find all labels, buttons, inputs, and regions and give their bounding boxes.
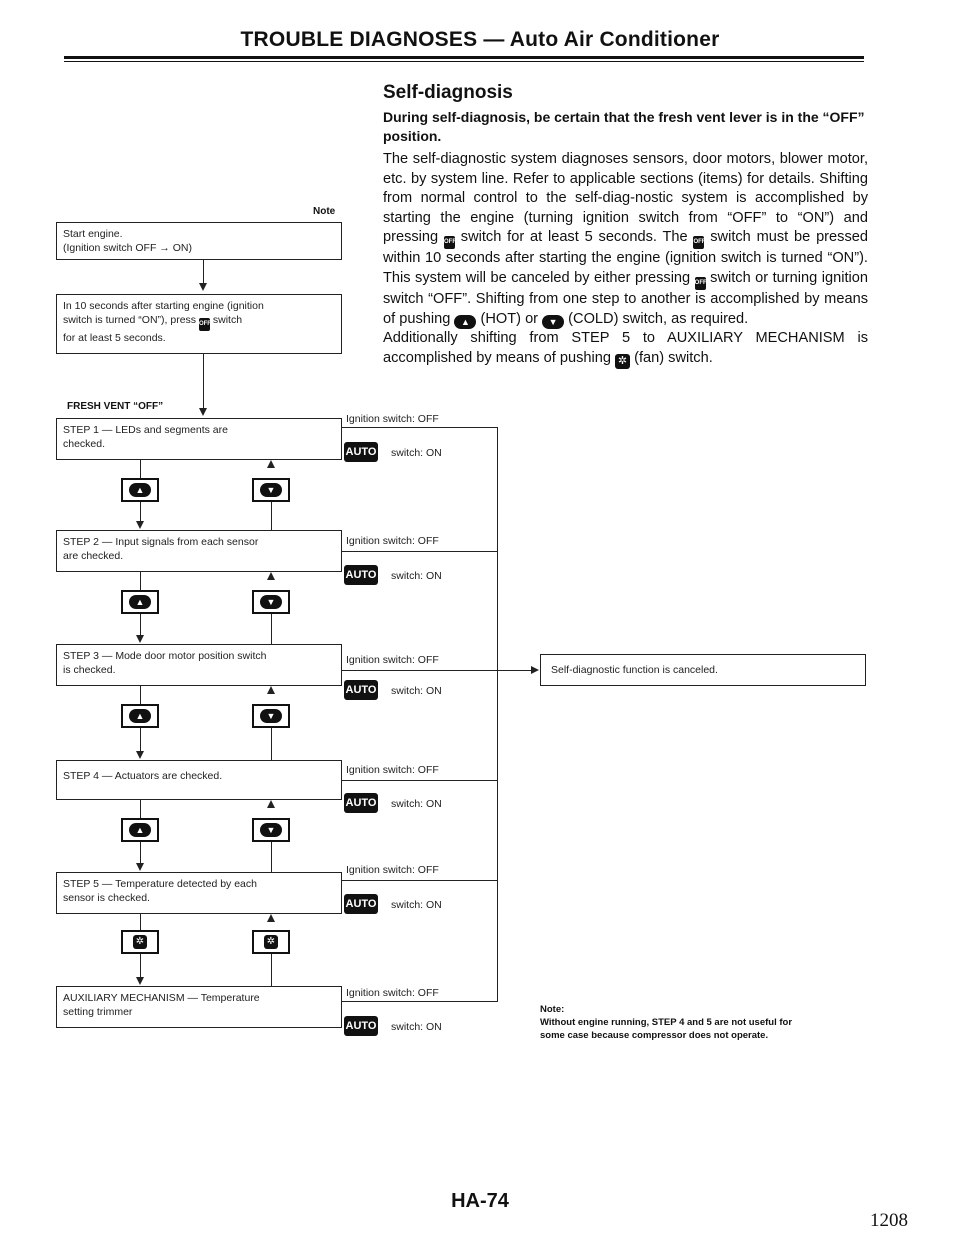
connector: [342, 670, 532, 671]
switch-on-label: switch: ON: [391, 1021, 442, 1033]
auto-switch-icon: AUTO: [344, 1016, 378, 1036]
within-line-2a: switch is turned “ON”), press: [63, 314, 197, 326]
within-line-3: for at least 5 seconds.: [63, 332, 166, 344]
step-4-line-1: STEP 4 — Actuators are checked.: [63, 770, 223, 782]
off-switch-icon: OFF: [199, 318, 210, 331]
arrow-down-icon: [199, 283, 207, 291]
ignition-off-label: Ignition switch: OFF: [346, 535, 439, 547]
up-icon: ▲: [129, 483, 151, 497]
page-header-title: TROUBLE DIAGNOSES — Auto Air Conditioner: [240, 28, 720, 51]
off-switch-icon: OFF: [693, 236, 704, 249]
para-text-1: The self-diagnostic system diagnoses sensors, door motors, blower motor, etc. by system line. Refer to applicable sections (items) for details. Shifting from normal control to the self-diag-nostic system is accomplished by starting the engine (turning ignition switch from “OFF” to “ON”) and pressing: [383, 151, 868, 246]
arrow-up-icon: [267, 914, 275, 922]
connector: [271, 502, 272, 530]
connector: [203, 260, 204, 284]
arrow-right-icon: [531, 666, 539, 674]
fan-icon: ✲: [615, 354, 630, 369]
arrow-down-icon: [136, 977, 144, 985]
connector: [140, 800, 141, 818]
step-4-box: [56, 760, 342, 800]
step-3-box: [56, 644, 342, 686]
up-icon: ▲: [129, 595, 151, 609]
cold-down-button-icon: [252, 590, 290, 614]
fan-button-icon: [121, 930, 159, 954]
start-line-1: Start engine.: [63, 228, 123, 240]
step-1-line-1: STEP 1 — LEDs and segments are: [63, 424, 228, 436]
ignition-off-label: Ignition switch: OFF: [346, 413, 439, 425]
connector: [271, 614, 272, 644]
connector: [342, 780, 497, 781]
connector: [140, 954, 141, 978]
connector: [271, 728, 272, 760]
para-text-7: Additionally shifting from STEP 5 to AUXILIARY MECHANISM is accomplished by means of pushing: [383, 330, 868, 366]
connector: [342, 427, 497, 428]
start-line-2: (Ignition switch OFF → ON): [63, 242, 192, 254]
hot-up-button-icon: [121, 478, 159, 502]
para-text-8: (fan) switch.: [634, 349, 713, 366]
arrow-up-icon: [267, 686, 275, 694]
connector: [342, 880, 497, 881]
fan-button-icon: [252, 930, 290, 954]
within-line-1: In 10 seconds after starting engine (ignition: [63, 300, 264, 312]
aux-line-2: setting trimmer: [63, 1006, 133, 1018]
hot-up-button-icon: [121, 818, 159, 842]
auto-switch-icon: AUTO: [344, 442, 378, 462]
ignition-off-label: Ignition switch: OFF: [346, 654, 439, 666]
step-5-line-2: sensor is checked.: [63, 892, 150, 904]
body-paragraph: [383, 150, 868, 369]
fan-icon: ✲: [133, 935, 147, 949]
connector: [140, 572, 141, 590]
down-icon: ▼: [260, 483, 282, 497]
auto-switch-icon: AUTO: [344, 565, 378, 585]
off-switch-icon: OFF: [695, 277, 706, 290]
hot-up-button-icon: [121, 590, 159, 614]
canceled-text: Self-diagnostic function is canceled.: [551, 664, 718, 676]
up-icon: ▲: [129, 709, 151, 723]
hot-up-button-icon: [121, 704, 159, 728]
bottom-note-line-1: Without engine running, STEP 4 and 5 are not useful for: [540, 1017, 793, 1028]
ignition-off-label: Ignition switch: OFF: [346, 864, 439, 876]
cancel-bus-line: [497, 427, 498, 1002]
aux-line-1: AUXILIARY MECHANISM — Temperature: [63, 992, 260, 1004]
step-3-line-1: STEP 3 — Mode door motor position switch: [63, 650, 267, 662]
note-label: Note: [313, 206, 336, 217]
arrow-down-icon: [136, 521, 144, 529]
hot-up-icon: ▲: [454, 315, 476, 329]
connector: [342, 551, 497, 552]
para-text-6: (COLD) switch, as required.: [568, 310, 749, 327]
canceled-box: [540, 654, 866, 686]
page-number: 1208: [870, 1210, 908, 1231]
down-icon: ▼: [260, 595, 282, 609]
intro-warning: During self-diagnosis, be certain that the fresh vent lever is in the “OFF” position.: [383, 109, 865, 144]
arrow-down-icon: [136, 863, 144, 871]
cold-down-button-icon: [252, 818, 290, 842]
step-5-box: [56, 872, 342, 914]
bottom-note-label: Note:: [540, 1004, 565, 1015]
auxiliary-box: [56, 986, 342, 1028]
connector: [140, 914, 141, 930]
down-icon: ▼: [260, 823, 282, 837]
off-switch-icon: OFF: [444, 236, 455, 249]
ignition-off-label: Ignition switch: OFF: [346, 987, 439, 999]
step-2-line-1: STEP 2 — Input signals from each sensor: [63, 536, 259, 548]
connector: [140, 502, 141, 522]
header-rule: [64, 56, 864, 59]
cold-down-icon: ▼: [542, 315, 564, 329]
bottom-note: [540, 1003, 860, 1042]
connector: [140, 842, 141, 864]
fan-icon: ✲: [264, 935, 278, 949]
press-off-box: [56, 294, 342, 354]
within-line-2b: switch: [212, 314, 243, 326]
page-id: HA-74: [451, 1190, 509, 1212]
arrow-up-icon: [267, 460, 275, 468]
switch-on-label: switch: ON: [391, 798, 442, 810]
connector: [271, 842, 272, 872]
connector: [140, 460, 141, 478]
ignition-off-label: Ignition switch: OFF: [346, 764, 439, 776]
para-text-3: switch must be pressed within 10 seconds after starting the engine (ignition switch is turned “ON”). This system will be canceled by either pressing: [383, 229, 868, 286]
arrow-up-icon: [267, 800, 275, 808]
connector: [140, 614, 141, 636]
arrow-down-icon: [199, 408, 207, 416]
step-2-box: [56, 530, 342, 572]
arrow-down-icon: [136, 635, 144, 643]
bottom-note-line-2: some case because compressor does not operate.: [540, 1030, 769, 1041]
section-title: Self-diagnosis: [383, 82, 513, 103]
cold-down-button-icon: [252, 478, 290, 502]
para-text-5: (HOT) or: [480, 310, 539, 327]
switch-on-label: switch: ON: [391, 570, 442, 582]
step-2-line-2: are checked.: [63, 550, 124, 562]
switch-on-label: switch: ON: [391, 447, 442, 459]
auto-switch-icon: AUTO: [344, 793, 378, 813]
auto-switch-icon: AUTO: [344, 680, 378, 700]
down-icon: ▼: [260, 709, 282, 723]
header-rule-thin: [64, 61, 864, 62]
connector: [203, 354, 204, 409]
step-1-line-2: checked.: [63, 438, 106, 450]
step-3-line-2: is checked.: [63, 664, 116, 676]
step-5-line-1: STEP 5 — Temperature detected by each: [63, 878, 257, 890]
fresh-vent-label: FRESH VENT “OFF”: [67, 401, 164, 412]
connector: [271, 954, 272, 986]
connector: [140, 728, 141, 752]
cold-down-button-icon: [252, 704, 290, 728]
auto-switch-icon: AUTO: [344, 894, 378, 914]
para-text-4: switch or turning ignition switch “OFF”. Shifting from one step to another is accomplished by means of pushing: [383, 269, 868, 327]
switch-on-label: switch: ON: [391, 685, 442, 697]
step-1-box: [56, 418, 342, 460]
connector: [140, 686, 141, 704]
connector: [342, 1001, 497, 1002]
start-engine-box: [56, 222, 342, 260]
arrow-up-icon: [267, 572, 275, 580]
up-icon: ▲: [129, 823, 151, 837]
arrow-down-icon: [136, 751, 144, 759]
para-text-2: switch for at least 5 seconds. The: [460, 229, 688, 246]
switch-on-label: switch: ON: [391, 899, 442, 911]
